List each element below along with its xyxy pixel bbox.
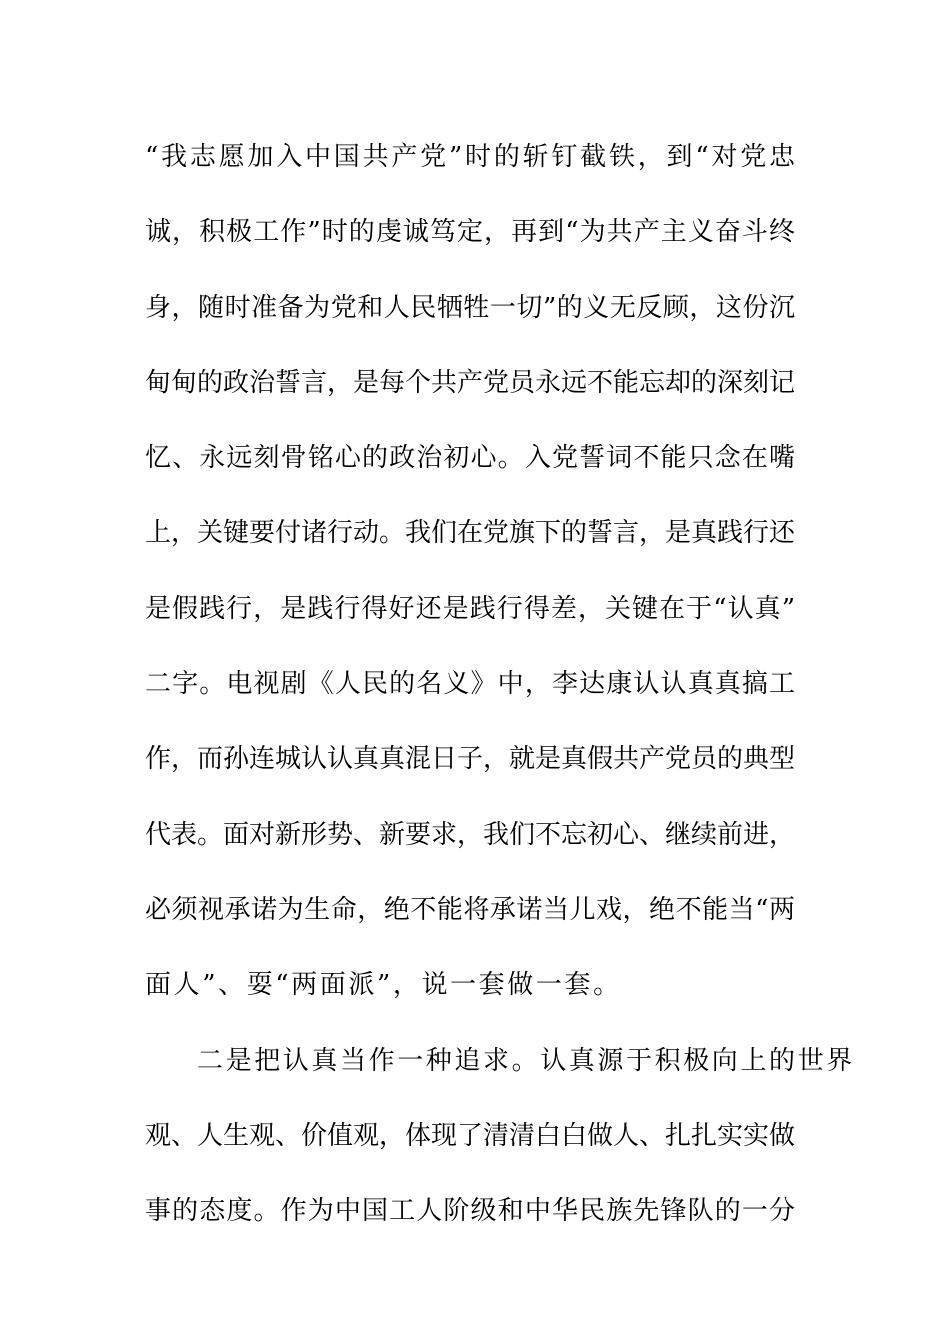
text-line-11: 必须视承诺为生命，绝不能将承诺当儿戏，绝不能当“两 <box>145 894 795 925</box>
text-line-7: 是假践行，是践行得好还是践行得差，关键在于“认真” <box>145 593 795 624</box>
text-line-3: 身，随时准备为党和人民牺牲一切”的义无反顾，这份沉 <box>145 292 795 323</box>
text-line-12: 面人”、耍“两面派”，说一套做一套。 <box>145 970 622 1001</box>
body-text <box>145 120 855 1249</box>
text-line-10: 代表。面对新形势、新要求，我们不忘初心、继续前进， <box>145 819 796 850</box>
text-line-1: “我志愿加入中国共产党”时的斩钉截铁，到“对党忠 <box>145 142 795 172</box>
text-line-9: 作，而孙连城认认真真混日子，就是真假共产党员的典型 <box>145 744 796 775</box>
text-line-4: 甸甸的政治誓言，是每个共产党员永远不能忘却的深刻记 <box>145 367 796 398</box>
paragraph-start-line: 二是把认真当作一种追求。认真源于积极向上的世界 <box>197 1045 855 1076</box>
text-line-15: 事的态度。作为中国工人阶级和中华民族先锋队的一分 <box>145 1196 795 1227</box>
text-line-6: 上，关键要付诸行动。我们在党旗下的誓言，是真践行还 <box>145 518 796 549</box>
text-line-14: 观、人生观、价值观，体现了清清白白做人、扎扎实实做 <box>145 1120 796 1151</box>
text-line-2: 诚，积极工作”时的虔诚笃定，再到“为共产主义奋斗终 <box>145 217 795 248</box>
text-line-8: 二字。电视剧《人民的名义》中，李达康认认真真搞工 <box>145 669 795 700</box>
text-line-5: 忆、永远刻骨铭心的政治初心。入党誓词不能只念在嘴 <box>145 443 795 474</box>
